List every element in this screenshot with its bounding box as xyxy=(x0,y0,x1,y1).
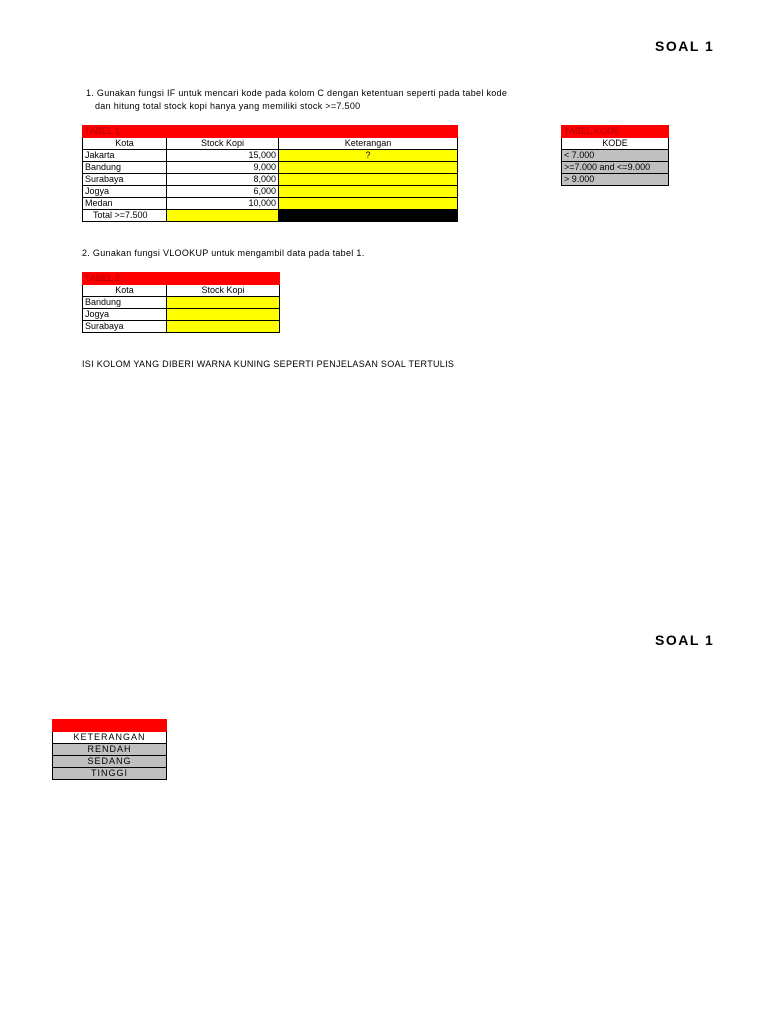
table-row xyxy=(83,186,458,198)
list-item xyxy=(562,174,669,186)
instruction-1 xyxy=(86,87,507,113)
cell-kota[interactable]: Jogya xyxy=(83,186,167,198)
cell-stock[interactable]: 8,000 xyxy=(167,174,279,186)
table-row xyxy=(83,174,458,186)
table-row xyxy=(83,198,458,210)
cell-keterangan[interactable] xyxy=(279,198,458,210)
table-2-header: TABEL 2 xyxy=(83,273,280,285)
list-item xyxy=(562,162,669,174)
column-header-stock: Stock Kopi xyxy=(167,138,279,150)
table-row xyxy=(83,321,280,333)
column-header-kota: Kota xyxy=(83,138,167,150)
list-item xyxy=(53,768,167,780)
tabel-kode-header: TABEL KODE xyxy=(562,126,669,138)
keterangan-header-row xyxy=(53,720,167,732)
page-2-title: SOAL 1 xyxy=(655,632,715,648)
keterangan-table xyxy=(52,719,167,780)
table-2-column-headers xyxy=(83,285,280,297)
note-text: ISI KOLOM YANG DIBERI WARNA KUNING SEPERTI PENJELASAN SOAL TERTULIS xyxy=(82,359,455,369)
table-row xyxy=(83,162,458,174)
cell-keterangan[interactable] xyxy=(279,162,458,174)
cell-stock-lookup[interactable] xyxy=(167,297,280,309)
column-header-keterangan: Keterangan xyxy=(279,138,458,150)
cell-kota[interactable]: Surabaya xyxy=(83,321,167,333)
cell-kota[interactable]: Surabaya xyxy=(83,174,167,186)
tabel-kode-header-row xyxy=(562,126,669,138)
table-1-column-headers xyxy=(83,138,458,150)
table-2 xyxy=(82,272,280,333)
instruction-1-line-1: 1. Gunakan fungsi IF untuk mencari kode pada kolom C dengan ketentuan seperti pada tabel kode xyxy=(86,88,508,98)
list-item xyxy=(53,756,167,768)
cell-stock[interactable]: 15,000 xyxy=(167,150,279,162)
keterangan-header xyxy=(53,720,167,732)
table-2-header-row xyxy=(83,273,280,285)
table-1 xyxy=(82,125,458,222)
cell-stock[interactable]: 10,000 xyxy=(167,198,279,210)
cell-kota[interactable]: Jogya xyxy=(83,309,167,321)
list-item xyxy=(562,150,669,162)
list-item xyxy=(53,744,167,756)
cell-stock[interactable]: 9,000 xyxy=(167,162,279,174)
tabel-kode-column-row xyxy=(562,138,669,150)
cell-stock-lookup[interactable] xyxy=(167,309,280,321)
keterangan-value[interactable]: SEDANG xyxy=(53,756,167,768)
column-header-kode: KODE xyxy=(562,138,669,150)
column-header-keterangan: KETERANGAN xyxy=(53,732,167,744)
column-header-stock: Stock Kopi xyxy=(167,285,280,297)
cell-kota[interactable]: Bandung xyxy=(83,162,167,174)
cell-kota[interactable]: Jakarta xyxy=(83,150,167,162)
kode-rule[interactable]: < 7.000 xyxy=(562,150,669,162)
table-row xyxy=(83,297,280,309)
cell-stock-lookup[interactable] xyxy=(167,321,280,333)
cell-kota[interactable]: Medan xyxy=(83,198,167,210)
table-1-header: TABEL 1 xyxy=(83,126,458,138)
cell-keterangan[interactable] xyxy=(279,186,458,198)
page-title: SOAL 1 xyxy=(655,38,715,54)
table-row xyxy=(83,309,280,321)
table-row xyxy=(83,150,458,162)
cell-keterangan[interactable]: ? xyxy=(279,150,458,162)
instruction-2: 2. Gunakan fungsi VLOOKUP untuk mengambil data pada tabel 1. xyxy=(82,248,365,258)
cell-kota[interactable]: Bandung xyxy=(83,297,167,309)
cell-stock[interactable]: 6,000 xyxy=(167,186,279,198)
total-black-cell xyxy=(279,210,458,222)
column-header-kota: Kota xyxy=(83,285,167,297)
kode-rule[interactable]: > 9.000 xyxy=(562,174,669,186)
instruction-1-line-2: dan hitung total stock kopi hanya yang memiliki stock >=7.500 xyxy=(95,101,361,111)
tabel-kode xyxy=(561,125,669,186)
table-1-header-row xyxy=(83,126,458,138)
keterangan-value[interactable]: RENDAH xyxy=(53,744,167,756)
keterangan-value[interactable]: TINGGI xyxy=(53,768,167,780)
total-label: Total >=7.500 xyxy=(83,210,167,222)
table-1-total-row xyxy=(83,210,458,222)
cell-keterangan[interactable] xyxy=(279,174,458,186)
kode-rule[interactable]: >=7.000 and <=9.000 xyxy=(562,162,669,174)
keterangan-column-row xyxy=(53,732,167,744)
total-value-cell[interactable] xyxy=(167,210,279,222)
